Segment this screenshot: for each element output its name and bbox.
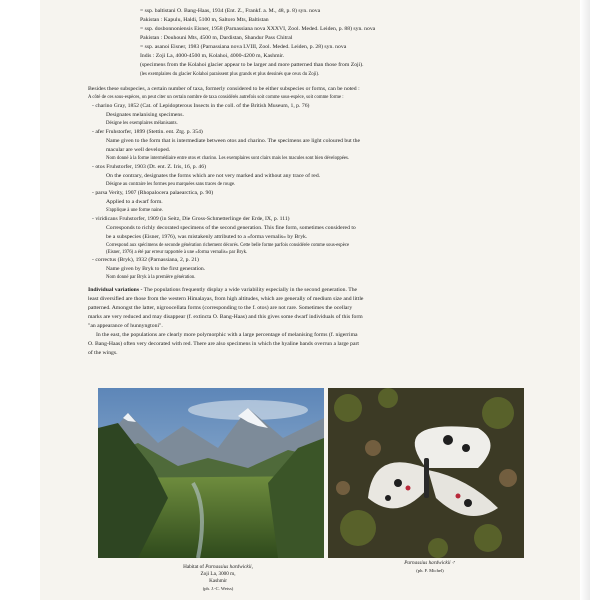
text-line: In the east, the populations are clearly more polymorphic with a large percentage of melanising forms (f. nigerrima — [96, 332, 358, 338]
text-line: Pakistan : Douhouni Mts, 4500 m, Dardistan, Shandur Pass Chitral — [140, 35, 293, 41]
text-line: = ssp. baltistani O. Bang-Haas, 1934 (Ent. Z., Frankf. a. M., 48, p. 8) syn. nova — [140, 8, 321, 14]
text-line: Désigne au contraire les formes peu marquées sans traces de rouge. — [106, 182, 236, 187]
text-line: O. Bang-Haas) often very decorated with red. There are also specimens in which the hyaline bands overrun a large part — [88, 341, 359, 347]
text-line: of the wings. — [88, 350, 118, 356]
text-line: Applied to a dwarf form. — [106, 199, 163, 205]
text-line: On the contrary, designates the forms which are not very marked and without any trace of red. — [106, 173, 321, 179]
text-line: Désigne les exemplaires mélanisants. — [106, 121, 178, 126]
habitat-caption: Habitat of Parnassius hardwickii, Zoji La, 3000 m, Kashmir (ph. J.-C. Weiss) — [183, 564, 253, 591]
habitat-photo — [98, 388, 324, 558]
text-line: - viridicans Fruhstorfer, 1909 (in Seitz, Die Gross-Schmetterlinge der Erde, IX, p. 111) — [92, 216, 290, 222]
text-line: Nom donné à la forme intermédiaire entre otos et charino. Les exemplaires sont clairs mais les macules sont bien développées. — [106, 156, 350, 161]
text-line: be a subspecies (Eisner, 1976), was mistakenly attributed to a «forma vernalis» by Bryk. — [106, 234, 308, 240]
text-line: Corresponds to richly decorated specimens of the second generation. This fine form, sometimes considered to — [106, 225, 356, 231]
text-line: Name given by Bryk to the first generation. — [106, 266, 206, 272]
text-line: - otos Fruhstorfer, 1903 (Dt. ent. Z. Iris, 16, p. 46) — [92, 164, 206, 170]
book-page — [40, 0, 580, 600]
text-line: patterned. Amongst the latter, nigroocellata forms (corresponding to the f. otos) are not rare. Sometimes the ocellary — [88, 305, 353, 311]
text-line: least diversified are those from the western Himalayas, from high altitudes, which are generally of medium size and little — [88, 296, 364, 302]
text-line: Indis : Zoji La, 4000-4500 m, Kolahoi, 4000-4200 m, Kashmir. — [140, 53, 285, 59]
text-line: - afer Fruhstorfer, 1899 (Stettin. ent. Ztg. p. 354) — [92, 129, 203, 135]
text-line: Besides these subspecies, a certain number of taxa, formerly considered to be either subspecies or forms, can be noted : — [88, 86, 360, 92]
text-line: (les exemplaires du glacier Kolahoi paraissent plus grands et plus dessinés que ceux du Zoji). — [140, 72, 320, 77]
page-shadow — [580, 0, 590, 600]
text-line: Individual variations - The populations frequently display a wide variability especially in the second generation. The — [88, 287, 358, 293]
text-line: = ssp. asanoi Eisner, 1983 (Parnassiana nova LVIII, Zool. Meded. Leiden, p. 28) syn. nova — [140, 44, 347, 50]
text-line: "an appearance of hunnyngtoni". — [88, 323, 163, 329]
text-line: - correctus (Bryk), 1932 (Parnassiana, 2, p. 21) — [92, 257, 199, 263]
text-line: marks are very reduced and may disappear (f. extincta O. Bang-Haas) and this gives some dwarf individuals of this form — [88, 314, 363, 320]
text-line: = ssp. dosbonnoniensis Eisner, 1958 (Parnassiana nova XXXVI, Zool. Meded. Leiden, p. 88) syn. nova — [140, 26, 376, 32]
text-line: Pakistan : Kapulu, Haldi, 5100 m, Saltoro Mts, Baltistan — [140, 17, 269, 23]
butterfly-photo — [328, 388, 524, 558]
text-line: Designates melanising specimens. — [106, 112, 184, 118]
text-line: - charino Gray, 1852 (Cat. of Lepidopterous Insects in the coll. of the British Museum, 1, p. 76) — [92, 103, 310, 109]
text-line: A côté de ces sous-espèces, on peut citer un certain nombre de taxa considérés autrefois soit comme sous-espèce, soit comme forme : — [88, 95, 344, 100]
text-line: (Eisner, 1976) a été par erreur rapportée à une «forma vernalis» par Bryk. — [106, 250, 248, 255]
text-line: - parsa Verity, 1907 (Rhopalocera palaearctica, p. 90) — [92, 190, 214, 196]
butterfly-caption: Parnassius hardwickii ♂ (ph. F. Michel) — [404, 560, 456, 573]
text-line: S'applique à une forme naine. — [106, 208, 163, 213]
text-line: (specimens from the Kolahoi glacier appear to be larger and more patterned than those from Zoji). — [140, 62, 364, 68]
text-line: Name given to the form that is intermediate between otos and charino. The specimens are light coloured but the — [106, 138, 361, 144]
text-line: macular are well developed. — [106, 147, 171, 153]
text-line: Nom donné par Bryk à la première génération. — [106, 275, 196, 280]
text-line: Correspond aux spécimens de seconde génération richement décorés. Cette belle forme parfois considérée comme sous-espèce — [106, 243, 350, 248]
